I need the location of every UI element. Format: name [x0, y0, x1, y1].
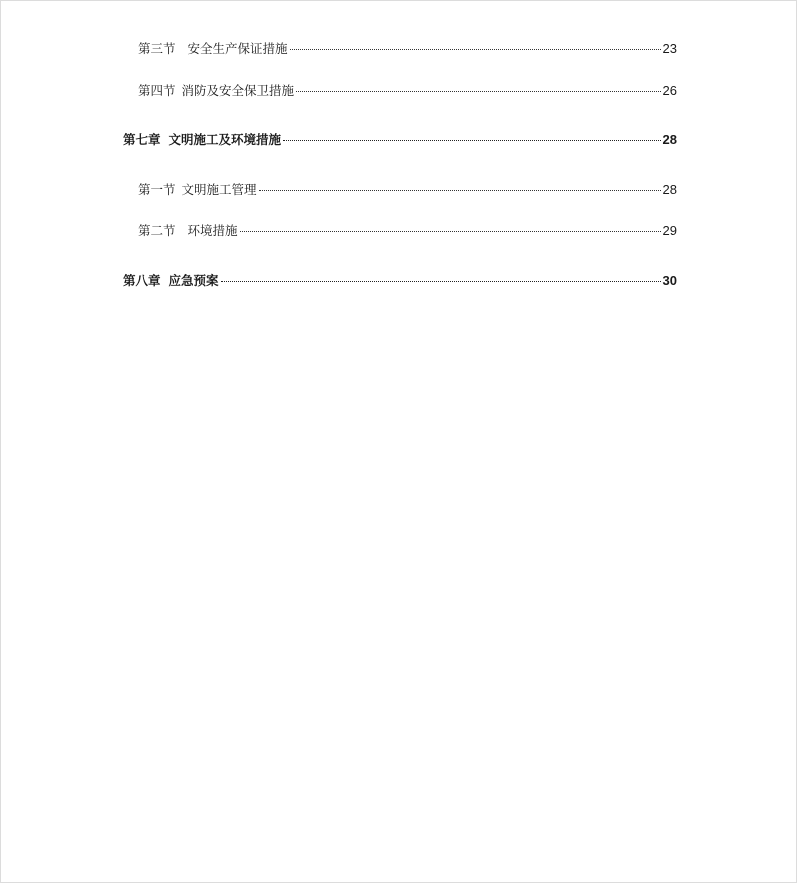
- toc-entry-title: 环境措施: [187, 223, 238, 238]
- dot-leader: [283, 140, 661, 141]
- dot-leader: [290, 49, 661, 50]
- toc-entry-title: 文明施工管理: [181, 182, 257, 197]
- toc-entry-page: 30: [662, 273, 677, 288]
- toc-entry-number: 第一节: [138, 182, 176, 197]
- toc-entry-title: 应急预案: [168, 273, 219, 288]
- dot-leader: [221, 281, 661, 282]
- dot-leader: [296, 91, 661, 92]
- toc-entry-page: 26: [662, 83, 677, 98]
- dot-leader: [259, 190, 661, 191]
- toc-entry-title: 文明施工及环境措施: [168, 132, 282, 147]
- toc-entry-section-2[interactable]: [138, 223, 677, 239]
- dot-leader: [240, 231, 661, 232]
- toc-entry-number: 第二节: [138, 223, 176, 238]
- toc-entry-number: 第七章: [123, 132, 161, 147]
- toc-entry-title: 安全生产保证措施: [187, 41, 288, 56]
- table-of-contents: [1, 1, 797, 884]
- toc-entry-section-4[interactable]: [138, 83, 677, 99]
- toc-entry-number: 第八章: [123, 273, 161, 288]
- toc-entry-number: 第四节: [138, 83, 176, 98]
- toc-entry-page: 28: [662, 182, 677, 197]
- toc-entry-page: 29: [662, 223, 677, 238]
- toc-entry-number: 第三节: [138, 41, 176, 56]
- toc-entry-section-1[interactable]: [138, 182, 677, 198]
- toc-entry-chapter-8[interactable]: [123, 273, 677, 289]
- toc-entry-section-3[interactable]: [138, 41, 677, 57]
- toc-entry-chapter-7[interactable]: [123, 132, 677, 148]
- toc-entry-title: 消防及安全保卫措施: [181, 83, 295, 98]
- toc-entry-page: 23: [662, 41, 677, 56]
- toc-entry-page: 28: [662, 132, 677, 147]
